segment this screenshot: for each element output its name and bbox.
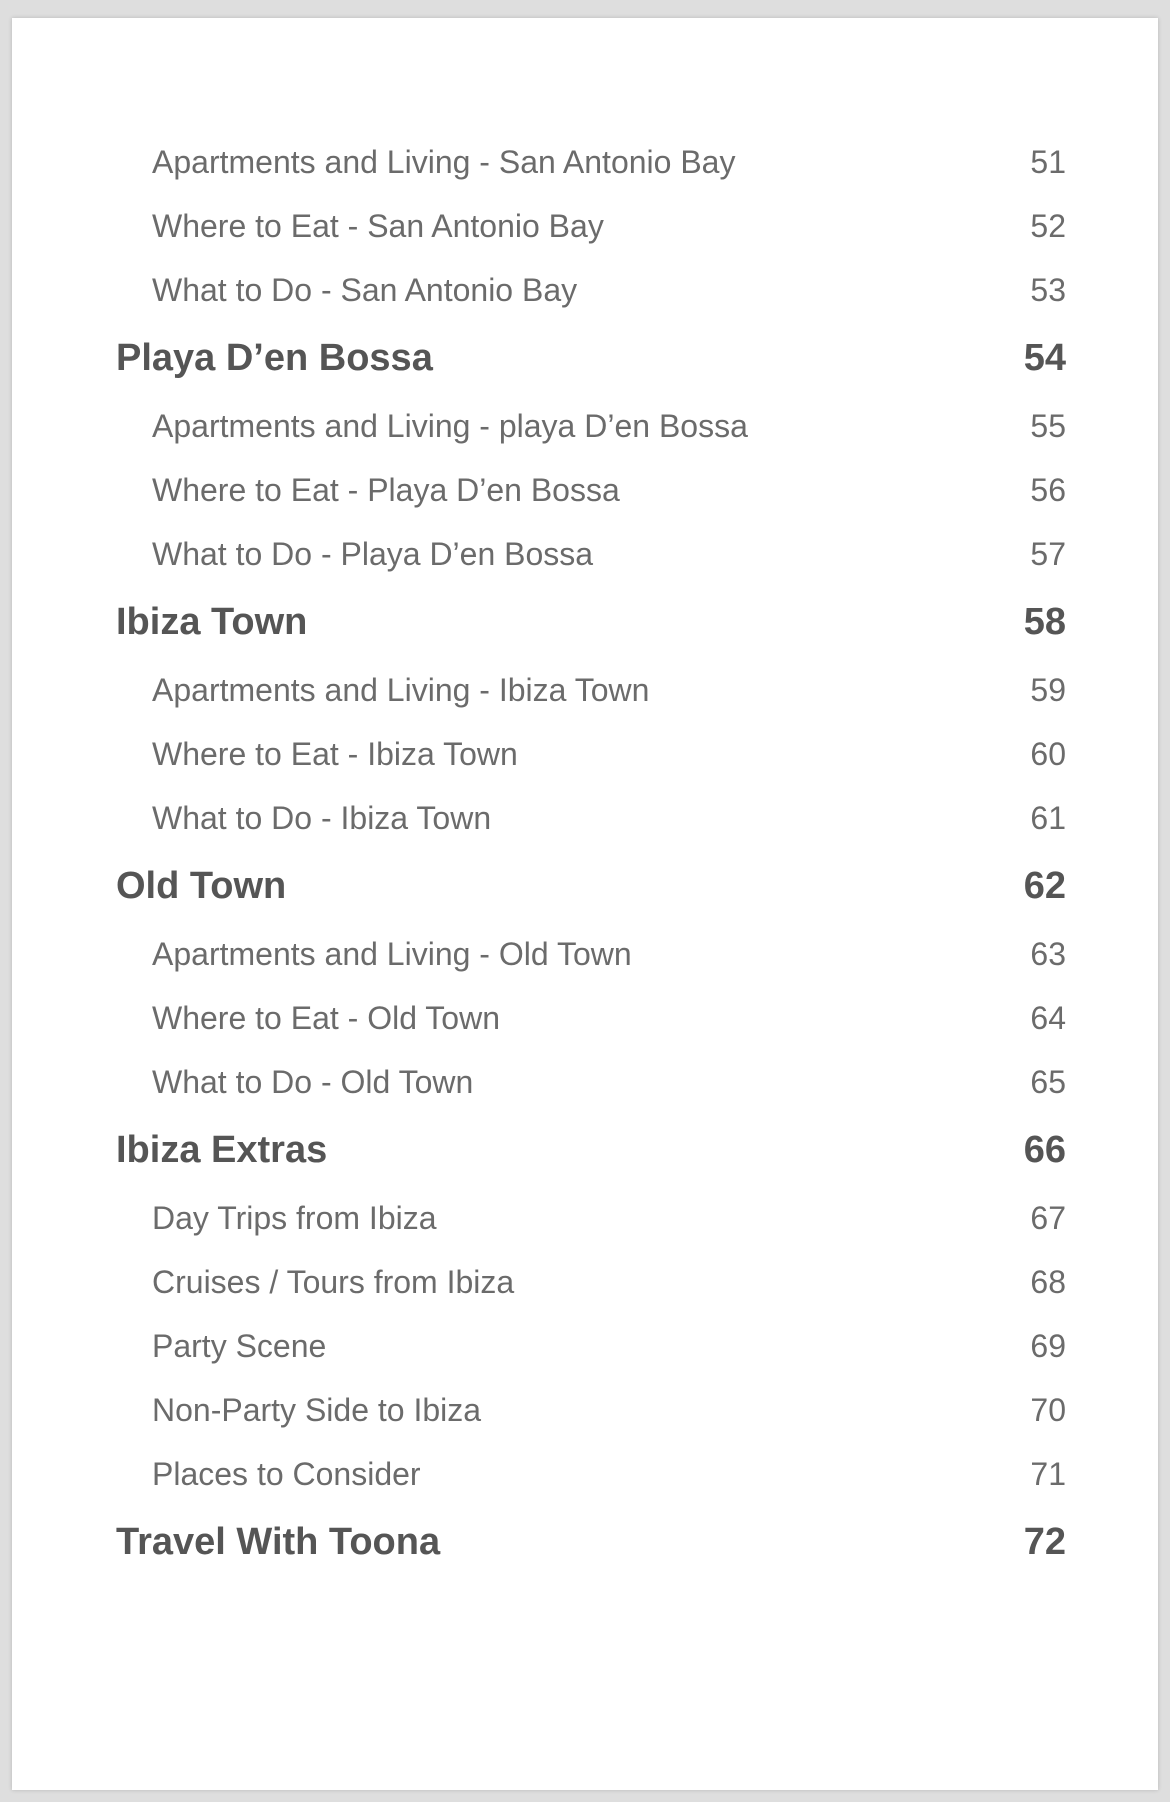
toc-section[interactable]	[116, 586, 1066, 658]
toc-entry[interactable]	[116, 1378, 1066, 1442]
toc-entry[interactable]	[116, 922, 1066, 986]
toc-entry-title: What to Do - Old Town	[152, 1063, 474, 1100]
document-page	[12, 18, 1158, 1790]
toc-entry-page: 59	[1030, 671, 1066, 708]
toc-entry[interactable]	[116, 194, 1066, 258]
toc-section-page: 58	[1023, 600, 1066, 643]
toc-entry-title: Places to Consider	[152, 1455, 421, 1492]
toc-entry[interactable]	[116, 394, 1066, 458]
toc-entry[interactable]	[116, 130, 1066, 194]
toc-entry-page: 70	[1030, 1391, 1066, 1428]
toc-entry-page: 71	[1030, 1455, 1066, 1492]
toc-entry-title: What to Do - Ibiza Town	[152, 799, 492, 836]
toc-entry[interactable]	[116, 258, 1066, 322]
toc-entry-title: Where to Eat - Ibiza Town	[152, 735, 518, 772]
toc-entry-title: Apartments and Living - playa D’en Bossa	[152, 407, 748, 444]
toc-entry-title: Where to Eat - Playa D’en Bossa	[152, 471, 620, 508]
toc-entry-page: 65	[1030, 1063, 1066, 1100]
toc-entry-page: 69	[1030, 1327, 1066, 1364]
toc-section[interactable]	[116, 1506, 1066, 1578]
toc-entry-title: Apartments and Living - Ibiza Town	[152, 671, 650, 708]
toc-section-page: 62	[1023, 864, 1066, 907]
toc-section-title: Playa D’en Bossa	[116, 336, 433, 379]
toc-entry-page: 60	[1030, 735, 1066, 772]
toc-section[interactable]	[116, 850, 1066, 922]
toc-entry[interactable]	[116, 458, 1066, 522]
toc-entry-title: What to Do - San Antonio Bay	[152, 271, 578, 308]
toc-section-title: Travel With Toona	[116, 1520, 441, 1563]
table-of-contents	[116, 130, 1066, 1578]
toc-entry[interactable]	[116, 1442, 1066, 1506]
toc-entry[interactable]	[116, 986, 1066, 1050]
toc-entry-page: 61	[1030, 799, 1066, 836]
toc-entry-title: Where to Eat - Old Town	[152, 999, 500, 1036]
toc-entry-page: 67	[1030, 1199, 1066, 1236]
toc-entry-page: 55	[1030, 407, 1066, 444]
toc-section[interactable]	[116, 1114, 1066, 1186]
toc-section-page: 66	[1023, 1128, 1066, 1171]
toc-entry-title: Cruises / Tours from Ibiza	[152, 1263, 515, 1300]
toc-entry[interactable]	[116, 1250, 1066, 1314]
toc-entry[interactable]	[116, 786, 1066, 850]
toc-entry-page: 63	[1030, 935, 1066, 972]
toc-section-title: Old Town	[116, 864, 287, 907]
toc-entry-title: Apartments and Living - San Antonio Bay	[152, 143, 736, 180]
toc-entry-page: 53	[1030, 271, 1066, 308]
toc-entry-page: 57	[1030, 535, 1066, 572]
toc-entry-page: 64	[1030, 999, 1066, 1036]
toc-entry-page: 52	[1030, 207, 1066, 244]
toc-entry[interactable]	[116, 722, 1066, 786]
toc-entry[interactable]	[116, 658, 1066, 722]
toc-entry[interactable]	[116, 1314, 1066, 1378]
toc-section-title: Ibiza Extras	[116, 1128, 328, 1171]
toc-section-page: 72	[1023, 1520, 1066, 1563]
toc-entry-title: Where to Eat - San Antonio Bay	[152, 207, 604, 244]
toc-entry-title: Party Scene	[152, 1327, 327, 1364]
toc-entry[interactable]	[116, 522, 1066, 586]
toc-entry-title: Day Trips from Ibiza	[152, 1199, 437, 1236]
toc-entry-page: 68	[1030, 1263, 1066, 1300]
toc-entry-page: 56	[1030, 471, 1066, 508]
toc-entry-title: Apartments and Living - Old Town	[152, 935, 632, 972]
toc-section[interactable]	[116, 322, 1066, 394]
toc-section-title: Ibiza Town	[116, 600, 308, 643]
toc-entry-title: Non-Party Side to Ibiza	[152, 1391, 482, 1428]
toc-section-page: 54	[1023, 336, 1066, 379]
toc-entry[interactable]	[116, 1186, 1066, 1250]
toc-entry[interactable]	[116, 1050, 1066, 1114]
toc-entry-title: What to Do - Playa D’en Bossa	[152, 535, 594, 572]
toc-entry-page: 51	[1030, 143, 1066, 180]
